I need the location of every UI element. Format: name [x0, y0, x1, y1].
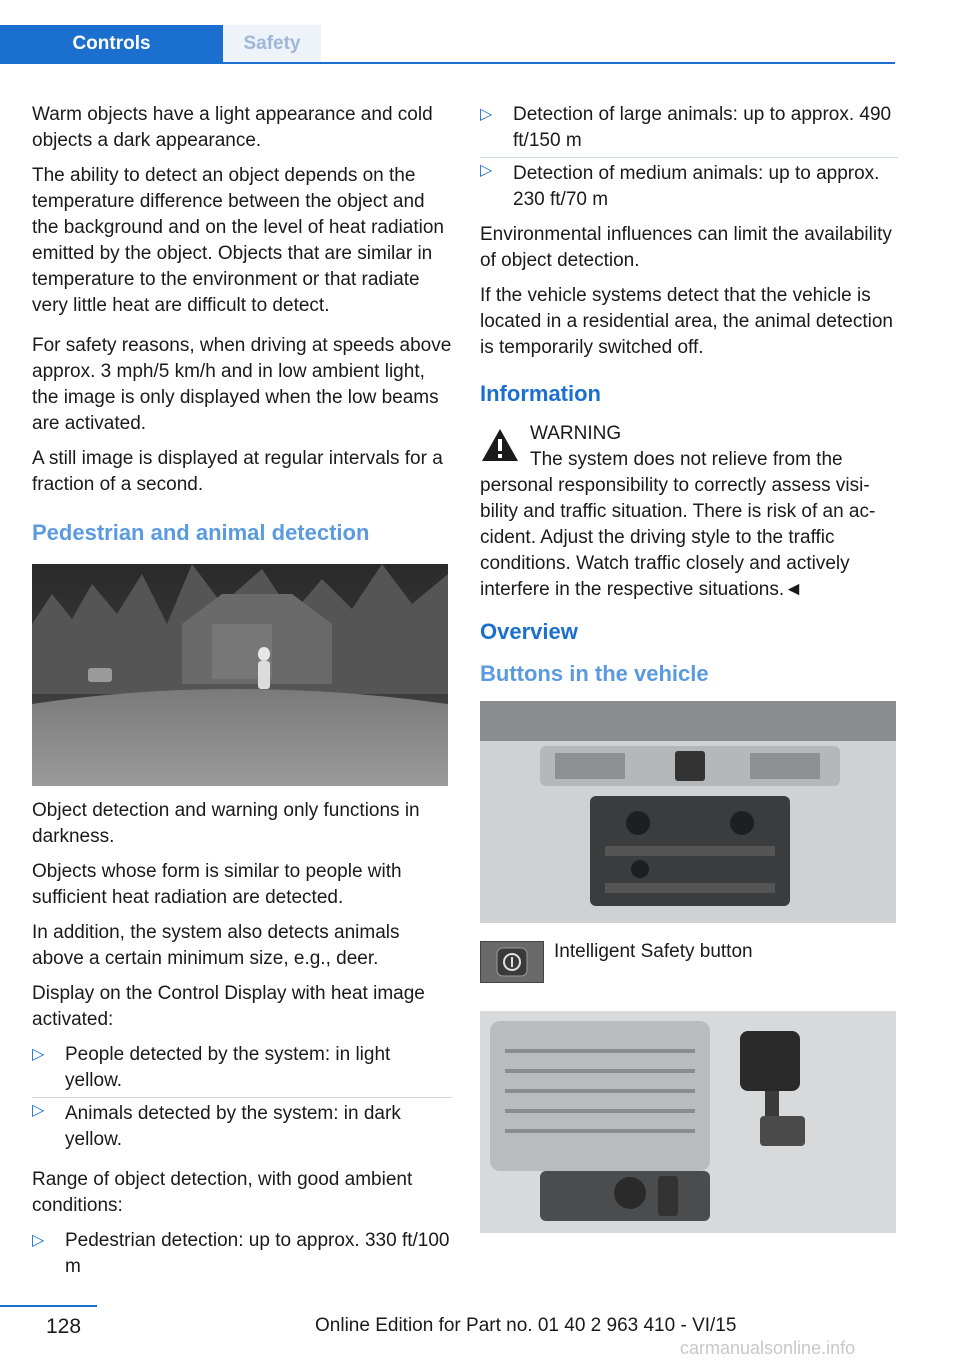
night-vision-image	[32, 564, 448, 786]
section-heading-detection: Pedestrian and animal detection	[32, 520, 370, 545]
footer-edition: Online Edition for Part no. 01 40 2 963 410 - VI/15	[315, 1315, 737, 1336]
paragraph: Warm objects have a light appearance and cold objects a dark appearance.	[32, 104, 433, 151]
paragraph: For safety reasons, when driving at speeds above approx. 3 mph/5 km/h and in low ambient light, the image is only displayed when the low beams are activated.	[32, 335, 452, 434]
warning-title: WARNING	[530, 423, 622, 444]
list-item: ▷ Pedestrian detection: up to approx. 330 ft/100 m	[32, 1230, 450, 1277]
header-tabbar	[0, 25, 895, 64]
paragraph: If the vehicle systems detect that the vehicle is located in a residential area, the animal detection is temporarily switched off.	[480, 285, 893, 358]
page-number: 128	[46, 1315, 82, 1338]
paragraph: A still image is displayed at regular intervals for a fraction of a second.	[32, 448, 443, 495]
warning-block	[480, 421, 898, 473]
triangle-bullet-icon: ▷	[480, 106, 493, 123]
list-item: ▷ Detection of medium animals: up to approx. 230 ft/70 m	[480, 157, 898, 213]
light-switch-image	[480, 1011, 896, 1233]
animal-range-list	[480, 102, 898, 213]
tab-controls[interactable]: Controls	[0, 25, 223, 62]
paragraph: Range of object detection, with good ambient conditions:	[32, 1169, 413, 1216]
detection-color-list	[32, 1042, 452, 1153]
triangle-bullet-icon: ▷	[480, 162, 493, 179]
dashboard-image	[480, 701, 896, 923]
paragraph: In addition, the system also detects animals above a certain minimum size, e.g., deer.	[32, 922, 400, 969]
tab-safety[interactable]: Safety	[223, 25, 321, 62]
paragraph: Object detection and warning only functions in darkness.	[32, 800, 420, 847]
list-item: ▷ Animals detected by the system: in dark yellow.	[32, 1097, 452, 1153]
watermark: carmanualsonline.info	[680, 1338, 856, 1358]
warning-text: personal responsibility to correctly assess visibility and traffic situation. There is risk of an accident. Adjust the driving style to the traffic conditions. Watch traffic closely and actively interfere in the respective situations.◄	[480, 475, 876, 600]
paragraph: Environmental influences can limit the availability of object detection.	[480, 224, 892, 271]
section-heading-information: Information	[480, 381, 601, 406]
section-heading-overview: Overview	[480, 619, 578, 644]
warning-triangle-icon	[480, 427, 520, 463]
intelligent-safety-row	[480, 941, 898, 991]
triangle-bullet-icon: ▷	[32, 1102, 45, 1119]
detection-range-list	[32, 1228, 452, 1280]
page-number-rule	[0, 1305, 97, 1307]
triangle-bullet-icon: ▷	[32, 1046, 45, 1063]
triangle-bullet-icon: ▷	[32, 1232, 45, 1249]
list-item: ▷ People detected by the system: in light yellow.	[32, 1044, 391, 1091]
section-heading-buttons: Buttons in the vehicle	[480, 661, 709, 686]
paragraph: Objects whose form is similar to people with sufficient heat radiation are detected.	[32, 861, 402, 908]
list-item: ▷ Detection of large animals: up to approx. 490 ft/150 m	[480, 104, 892, 151]
intelligent-safety-label: Intelligent Safety button	[554, 941, 753, 962]
intelligent-safety-button-icon[interactable]	[480, 941, 544, 983]
left-column	[32, 102, 452, 1289]
warning-first-line: The system does not relieve from the	[530, 449, 843, 470]
right-column	[480, 102, 898, 1243]
paragraph: The ability to detect an object depends on the temperature difference between the object and the background and on the level of heat radiation emitted by the object. Objects that are similar in temperature to the environment or that radiate very little heat are difficult to detect.	[32, 165, 444, 316]
paragraph: Display on the Control Display with heat image activated:	[32, 983, 425, 1030]
